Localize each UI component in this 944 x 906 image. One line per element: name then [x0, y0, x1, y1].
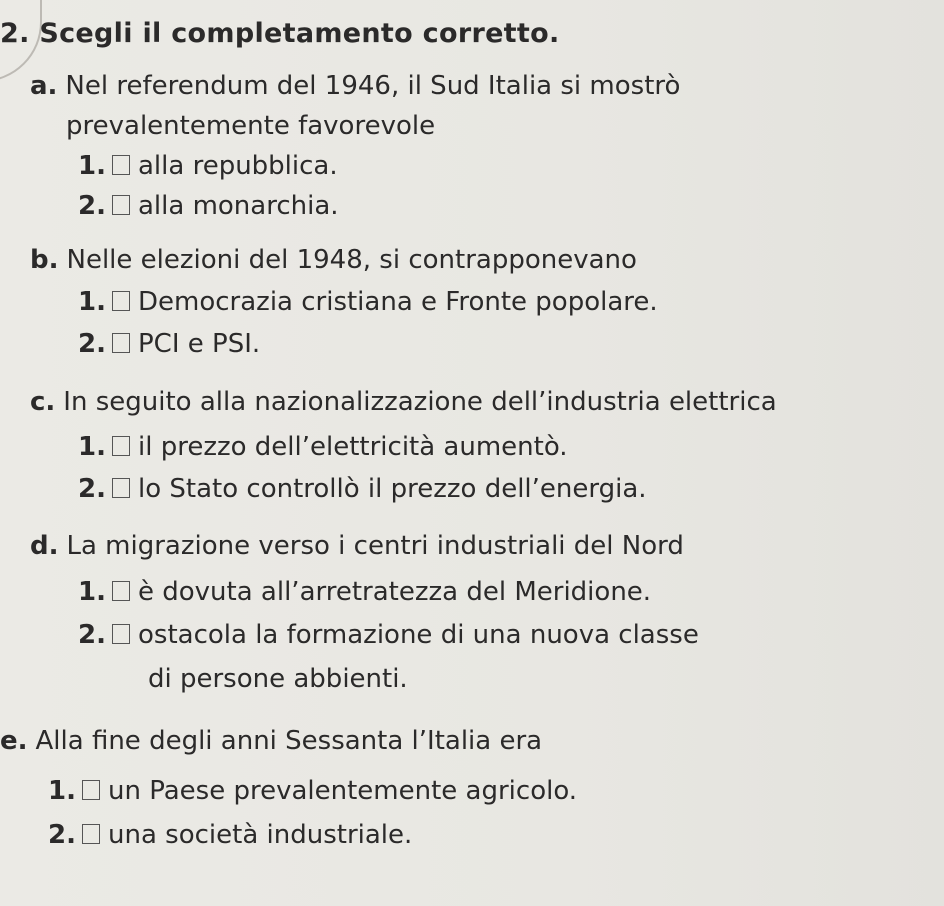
- option-number: 1.: [78, 432, 106, 462]
- option-c1: [78, 434, 568, 460]
- question-letter: c.: [30, 387, 56, 417]
- option-e1: [48, 778, 577, 804]
- option-d2: [78, 622, 699, 648]
- option-text: il prezzo dell’elettricità aumentò.: [138, 432, 568, 462]
- option-b1: [78, 289, 658, 315]
- checkbox[interactable]: [112, 333, 130, 353]
- option-number: 2.: [78, 329, 106, 359]
- question-letter: d.: [30, 531, 59, 561]
- exercise-title: 2. Scegli il completamento corretto.: [0, 18, 560, 49]
- option-e2: [48, 822, 412, 848]
- checkbox[interactable]: [112, 624, 130, 644]
- option-a2: [78, 193, 339, 219]
- option-text: lo Stato controllò il prezzo dell’energia.: [138, 474, 647, 504]
- option-text: alla monarchia.: [138, 191, 339, 221]
- option-a1: [78, 153, 338, 179]
- question-text: La migrazione verso i centri industriali del Nord: [66, 531, 684, 561]
- option-b2: [78, 331, 260, 357]
- option-d1: [78, 579, 651, 605]
- checkbox[interactable]: [112, 581, 130, 601]
- option-number: 2.: [78, 191, 106, 221]
- checkbox[interactable]: [112, 195, 130, 215]
- checkbox[interactable]: [112, 291, 130, 311]
- checkbox[interactable]: [112, 436, 130, 456]
- option-number: 2.: [48, 820, 76, 850]
- question-e: [0, 728, 542, 754]
- question-letter: a.: [30, 71, 58, 101]
- checkbox[interactable]: [112, 155, 130, 175]
- option-number: 2.: [78, 620, 106, 650]
- option-text: una società industriale.: [108, 820, 413, 850]
- question-text: In seguito alla nazionalizzazione dell’industria elettrica: [63, 387, 777, 417]
- option-c2: [78, 476, 647, 502]
- option-text: Democrazia cristiana e Fronte popolare.: [138, 287, 658, 317]
- option-number: 1.: [78, 577, 106, 607]
- question-text: Nelle elezioni del 1948, si contrapponevano: [66, 245, 637, 275]
- option-number: 1.: [48, 776, 76, 806]
- option-text: alla repubblica.: [138, 151, 338, 181]
- question-d: [30, 533, 684, 559]
- option-number: 1.: [78, 287, 106, 317]
- option-number: 1.: [78, 151, 106, 181]
- question-letter: e.: [0, 726, 28, 756]
- question-c: [30, 389, 777, 415]
- checkbox[interactable]: [82, 824, 100, 844]
- question-b: [30, 247, 637, 273]
- question-letter: b.: [30, 245, 59, 275]
- option-text: ostacola la formazione di una nuova classe: [138, 620, 699, 650]
- option-text: PCI e PSI.: [138, 329, 261, 359]
- checkbox[interactable]: [112, 478, 130, 498]
- option-text: un Paese prevalentemente agricolo.: [108, 776, 578, 806]
- question-text: Alla fine degli anni Sessanta l’Italia era: [35, 726, 543, 756]
- question-a-continuation: prevalentemente favorevole: [66, 111, 436, 141]
- option-d2-continuation: di persone abbienti.: [148, 664, 408, 694]
- option-number: 2.: [78, 474, 106, 504]
- option-text: è dovuta all’arretratezza del Meridione.: [138, 577, 652, 607]
- question-text: Nel referendum del 1946, il Sud Italia si mostrò: [65, 71, 681, 101]
- question-a: [30, 73, 680, 99]
- checkbox[interactable]: [82, 780, 100, 800]
